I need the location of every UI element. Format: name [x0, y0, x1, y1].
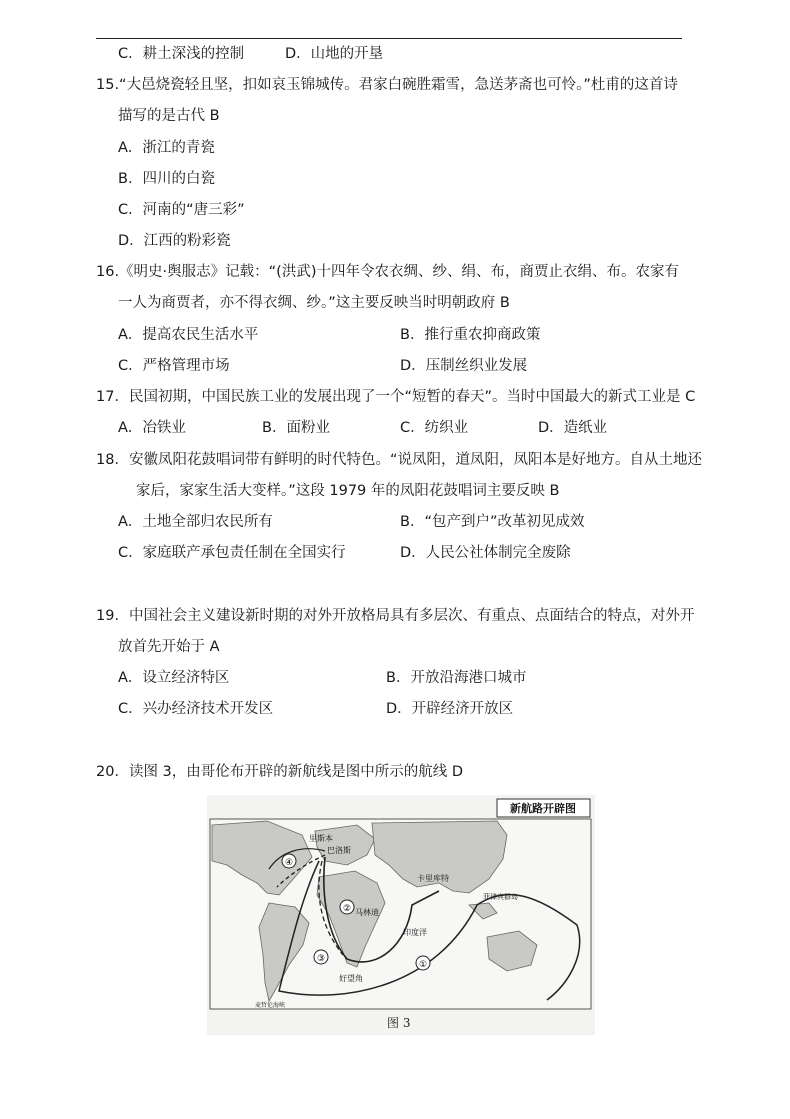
q16-option-a: A．提高农民生活水平 [118, 327, 259, 343]
q17-stem-line1: 17．民国初期，中国民族工业的发展出现了一个“短暂的春天”。当时中国最大的新式工业是 C [96, 389, 696, 405]
q18-option-d: D．人民公社体制完全废除 [400, 545, 571, 561]
q18-option-c: C．家庭联产承包责任制在全国实行 [118, 545, 346, 561]
q18-option-b: B．“包产到户”改革初见成效 [400, 514, 585, 530]
q18-stem-line1: 18．安徽凤阳花鼓唱词带有鲜明的时代特色。“说凤阳，道凤阳，凤阳本是好地方。自从土地还 [96, 452, 702, 468]
new-routes-map [207, 795, 595, 1035]
label-magellan-strait: 麦哲伦海峡 [255, 1002, 286, 1009]
q16-stem-line1: 16.《明史·舆服志》记载：“(洪武)十四年令农衣绸、纱、绢、布，商贾止衣绢、布。农家有 [96, 264, 679, 280]
figure-caption: 图 3 [387, 1016, 411, 1030]
label-indian-ocean: 印度洋 [403, 928, 427, 937]
q15-option-a: A．浙江的青瓷 [118, 140, 215, 156]
q20-stem-line1: 20．读图 3，由哥伦布开辟的新航线是图中所示的航线 D [96, 764, 464, 780]
q14-option-c: C．耕土深浅的控制 [118, 46, 245, 62]
label-calicut: 卡里库特 [417, 874, 449, 883]
q17-option-b: B．面粉业 [262, 420, 330, 436]
q14-option-d: D．山地的开垦 [285, 46, 384, 62]
q15-option-c: C．河南的“唐三彩” [118, 202, 245, 218]
q16-stem-line2: 一人为商贾者，亦不得衣绸、纱。”这主要反映当时明朝政府 B [118, 295, 510, 311]
header-rule [96, 38, 682, 39]
q15-option-b: B．四川的白瓷 [118, 171, 215, 187]
q19-stem-line2: 放首先开始于 A [118, 639, 220, 655]
q19-option-b: B．开放沿海港口城市 [386, 670, 527, 686]
q19-option-d: D．开辟经济开放区 [386, 701, 514, 717]
label-philippines: 菲律宾群岛 [483, 893, 518, 901]
label-lisbon: 里斯本 [309, 834, 333, 843]
route-2-marker [340, 900, 354, 914]
route-3-marker [314, 950, 328, 964]
route-4-marker [282, 854, 296, 868]
q16-option-b: B．推行重农抑商政策 [400, 327, 541, 343]
label-malindi: 马林迪 [355, 908, 379, 917]
q19-option-c: C．兴办经济技术开发区 [118, 701, 274, 717]
q19-stem-line1: 19．中国社会主义建设新时期的对外开放格局具有多层次、有重点、点面结合的特点，对外开 [96, 608, 695, 624]
svg-text:②: ② [342, 904, 352, 914]
q17-option-d: D．造纸业 [538, 420, 608, 436]
route-1-marker [416, 956, 430, 970]
svg-text:④: ④ [284, 858, 294, 868]
q19-option-a: A．设立经济特区 [118, 670, 230, 686]
map-svg [207, 795, 595, 1035]
q16-option-d: D．压制丝织业发展 [400, 358, 528, 374]
q16-option-c: C．严格管理市场 [118, 358, 230, 374]
svg-text:③: ③ [316, 954, 326, 964]
q15-option-d: D．江西的粉彩瓷 [118, 233, 231, 249]
q18-stem-line2: 家后，家家生活大变样。”这段 1979 年的凤阳花鼓唱词主要反映 B [136, 483, 560, 499]
q18-option-a: A．土地全部归农民所有 [118, 514, 273, 530]
q15-stem-line1: 15.“大邑烧瓷轻且坚，扣如哀玉锦城传。君家白碗胜霜雪，急送茅斋也可怜。”杜甫的这首诗 [96, 77, 678, 93]
svg-text:①: ① [418, 960, 428, 970]
label-cape: 好望角 [339, 974, 363, 983]
q17-option-c: C．纺织业 [400, 420, 469, 436]
q15-stem-line2: 描写的是古代 B [118, 108, 220, 124]
label-palos: 巴洛斯 [327, 846, 351, 855]
map-title: 新航路开辟图 [510, 802, 576, 815]
q17-option-a: A．冶铁业 [118, 420, 186, 436]
